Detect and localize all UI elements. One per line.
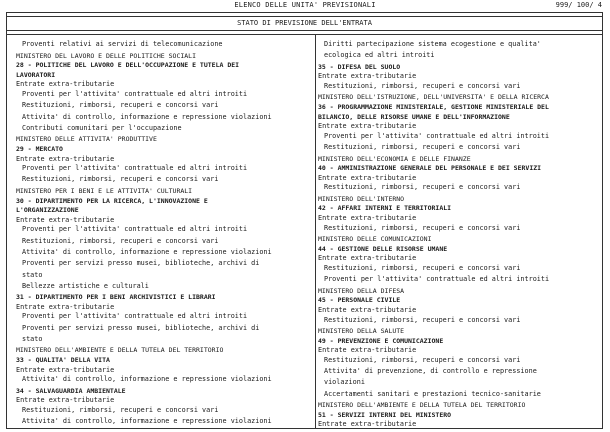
header-rule-top bbox=[7, 16, 602, 17]
entry-item: violazioni bbox=[324, 378, 365, 387]
entry-item: Proventi per l'attivita' contrattuale ed altri introiti bbox=[22, 312, 248, 321]
entry-item: stato bbox=[22, 334, 43, 343]
entry-item: ecologica ed altri introiti bbox=[324, 51, 435, 60]
entry-item: Proventi per servizi presso musei, biblioteche, archivi di bbox=[22, 323, 260, 332]
revenue-category: Entrate extra-tributarie bbox=[318, 346, 417, 355]
revenue-category: Entrate extra-tributarie bbox=[16, 80, 115, 89]
revenue-category: Entrate extra-tributarie bbox=[318, 72, 417, 81]
entry-item: Proventi per l'attivita' contrattuale ed altri introiti bbox=[22, 225, 248, 234]
section-heading: 45 - PERSONALE CIVILE bbox=[318, 296, 401, 305]
entry-item: Proventi per servizi presso musei, biblioteche, archivi di bbox=[22, 259, 260, 268]
entry-item: Proventi per l'attivita' contrattuale ed altri introiti bbox=[324, 275, 550, 284]
ministry-heading: MINISTERO DELLA DIFESA bbox=[318, 286, 405, 295]
entry-item: Attivita' di controllo, informazione e repressione violazioni bbox=[22, 417, 272, 425]
section-heading: 30 - DIPARTIMENTO PER LA RICERCA, L'INNOVAZIONE E bbox=[16, 196, 208, 205]
entry-item: Restituzioni, rimborsi, recuperi e concorsi vari bbox=[324, 143, 521, 151]
revenue-category: Entrate extra-tributarie bbox=[318, 122, 417, 131]
revenue-category: Entrate extra-tributarie bbox=[318, 214, 417, 222]
ministry-heading: MINISTERO PER I BENI E LE ATTIVITA' CULTURALI bbox=[16, 186, 193, 195]
header-rule-bottom bbox=[7, 34, 602, 35]
column-divider bbox=[315, 34, 316, 428]
entry-item: Restituzioni, rimborsi, recuperi e concorsi vari bbox=[324, 315, 521, 324]
revenue-category: Entrate extra-tributarie bbox=[318, 420, 417, 429]
entry-item: Restituzioni, rimborsi, recuperi e concorsi vari bbox=[324, 355, 521, 364]
entry-item: Restituzioni, rimborsi, recuperi e concorsi vari bbox=[324, 183, 521, 192]
section-heading: 49 - PREVENZIONE E COMUNICAZIONE bbox=[318, 336, 444, 345]
section-heading: 33 - QUALITA' DELLA VITA bbox=[16, 356, 110, 364]
ministry-heading: MINISTERO DELLE ATTIVITA' PRODUTTIVE bbox=[16, 135, 157, 144]
section-heading: 51 - SERVIZI INTERNI DEL MINISTERO bbox=[318, 410, 452, 419]
entry-item: Accertamenti sanitari e prestazioni tecnico-sanitarie bbox=[324, 389, 541, 398]
section-heading: LAVORATORI bbox=[16, 70, 56, 79]
revenue-category: Entrate extra-tributarie bbox=[318, 173, 417, 182]
entry-item: stato bbox=[22, 270, 43, 279]
entry-item: Restituzioni, rimborsi, recuperi e concorsi vari bbox=[324, 81, 521, 90]
entry-item: Bellezze artistiche e culturali bbox=[22, 281, 149, 290]
section-heading: 29 - MERCATO bbox=[16, 144, 63, 153]
ministry-heading: MINISTERO DELLA SALUTE bbox=[318, 327, 405, 335]
page-number: 999/ 100/ 4 bbox=[555, 1, 602, 9]
revenue-category: Entrate extra-tributarie bbox=[318, 254, 417, 263]
section-heading: 42 - AFFARI INTERNI E TERRITORIALI bbox=[318, 204, 452, 213]
entry-item: Restituzioni, rimborsi, recuperi e concorsi vari bbox=[22, 236, 219, 245]
ministry-heading: MINISTERO DELL'ISTRUZIONE, DELL'UNIVERSITA' E DELLA RICERCA bbox=[318, 93, 549, 102]
entry-item: Proventi per l'attivita' contrattuale ed altri introiti bbox=[22, 164, 248, 173]
ministry-heading: MINISTERO DELL'INTERNO bbox=[318, 194, 405, 203]
revenue-category: Entrate extra-tributarie bbox=[16, 215, 115, 224]
entry-item: Attivita' di controllo, informazione e repressione violazioni bbox=[22, 247, 272, 256]
section-subtitle: STATO DI PREVISIONE DELL'ENTRATA bbox=[237, 19, 372, 27]
entry-item: Restituzioni, rimborsi, recuperi e concorsi vari bbox=[22, 175, 219, 184]
section-heading: 35 - DIFESA DEL SUOLO bbox=[318, 62, 401, 71]
entry-item: Restituzioni, rimborsi, recuperi e concorsi vari bbox=[22, 405, 219, 414]
ministry-heading: MINISTERO DEL LAVORO E DELLE POLITICHE SOCIALI bbox=[16, 51, 197, 60]
entry-item: Restituzioni, rimborsi, recuperi e concorsi vari bbox=[22, 101, 219, 110]
section-heading: 36 - PROGRAMMAZIONE MINISTERIALE, GESTIONE MINISTERIALE DEL bbox=[318, 102, 549, 111]
revenue-category: Entrate extra-tributarie bbox=[16, 396, 115, 405]
entry-item: Attivita' di controllo, informazione e repressione violazioni bbox=[22, 375, 272, 384]
entry-item: Proventi per l'attivita' contrattuale ed altri introiti bbox=[22, 89, 248, 98]
document-title: ELENCO DELLE UNITA' PREVISIONALI bbox=[234, 1, 376, 9]
entry-item: Contributi comunitari per l'occupazione bbox=[22, 123, 182, 132]
entry-item: Attivita' di prevenzione, di controllo e repressione bbox=[324, 367, 537, 376]
revenue-category: Entrate extra-tributarie bbox=[318, 305, 417, 314]
revenue-category: Entrate extra-tributarie bbox=[16, 365, 115, 374]
section-heading: 40 - AMMINISTRAZIONE GENERALE DEL PERSONALE E DEI SERVIZI bbox=[318, 164, 542, 173]
header-rule-mid bbox=[7, 30, 602, 31]
section-heading: 44 - GESTIONE DELLE RISORSE UMANE bbox=[318, 244, 448, 253]
ministry-heading: MINISTERO DELL'ECONOMIA E DELLE FINANZE bbox=[318, 154, 471, 163]
revenue-category: Entrate extra-tributarie bbox=[16, 154, 115, 163]
entry-item: Proventi relativi ai servizi di telecomunicazione bbox=[22, 40, 223, 48]
entry-item: Diritti partecipazione sistema ecogestione e qualita' bbox=[324, 40, 541, 48]
section-heading: 31 - DIPARTIMENTO PER I BENI ARCHIVISTICI E LIBRARI bbox=[16, 293, 216, 302]
entry-item: Attivita' di controllo, informazione e repressione violazioni bbox=[22, 112, 272, 121]
entry-item: Restituzioni, rimborsi, recuperi e concorsi vari bbox=[324, 223, 521, 232]
section-heading: BILANCIO, DELLE RISORSE UMANE E DELL'INFORMAZIONE bbox=[318, 112, 510, 121]
ministry-heading: MINISTERO DELL'AMBIENTE E DELLA TUTELA DEL TERRITORIO bbox=[318, 401, 526, 410]
revenue-category: Entrate extra-tributarie bbox=[16, 302, 115, 311]
ministry-heading: MINISTERO DELL'AMBIENTE E DELLA TUTELA DEL TERRITORIO bbox=[16, 346, 224, 355]
section-heading: 28 - POLITICHE DEL LAVORO E DELL'OCCUPAZIONE E TUTELA DEI bbox=[16, 61, 240, 70]
ministry-heading: MINISTERO DELLE COMUNICAZIONI bbox=[318, 235, 432, 244]
entry-item: Proventi per l'attivita' contrattuale ed altri introiti bbox=[324, 131, 550, 140]
section-heading: 34 - SALVAGUARDIA AMBIENTALE bbox=[16, 386, 126, 395]
entry-item: Restituzioni, rimborsi, recuperi e concorsi vari bbox=[324, 263, 521, 272]
section-heading: L'ORGANIZZAZIONE bbox=[16, 206, 79, 215]
